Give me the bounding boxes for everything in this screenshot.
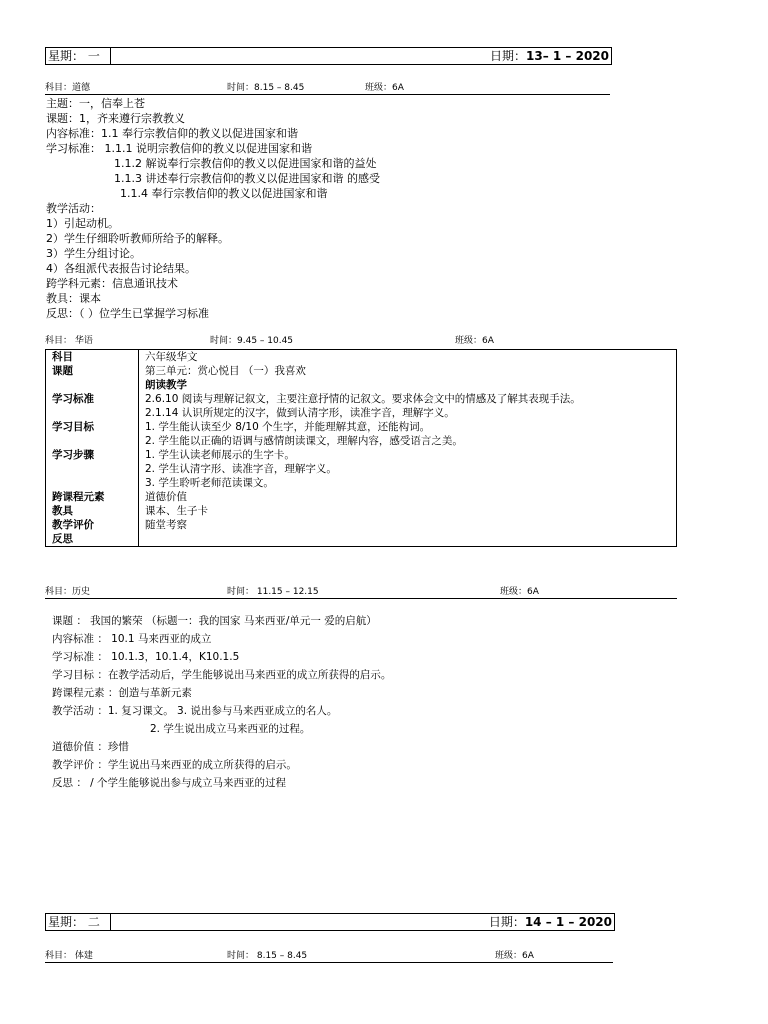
lesson-line: 3）学生分组讨论。 <box>46 247 141 260</box>
lesson-line: 课题：1，齐来遵行宗教教义 <box>46 112 185 125</box>
day-header-tuesday <box>45 913 615 931</box>
weekday-label: 星期： 二 <box>48 915 100 929</box>
lesson-line: 课题 ： 我国的繁荣 （标题一：我的国家 马来西亚/单元一 爱的启航） <box>52 615 377 627</box>
lesson-header-chinese <box>45 335 677 347</box>
lesson-line: 教具：课本 <box>46 292 101 305</box>
table-row: 反思 <box>46 532 677 547</box>
time-label: 时间： 11.15 – 12.15 <box>227 587 319 597</box>
lesson-line: 跨课程元素 ：创造与革新元素 <box>52 687 192 699</box>
table-row: 学习目标 1. 学生能认读至少 8/10 个生字，并能理解其意，还能构词。 2. 学生能以正确的语调与感情朗读课文，理解内容，感受语言之美。 <box>46 420 677 448</box>
lesson-line: 2. 学生说出成立马来西亚的过程。 <box>150 723 311 735</box>
lesson-line: 学习标准： 1.1.1 说明宗教信仰的教义以促进国家和谐 <box>46 142 312 155</box>
lesson-header-moral <box>45 82 610 95</box>
subject-label: 科目： 华语 <box>45 336 93 346</box>
lesson-header-history <box>45 586 677 599</box>
time-label: 时间： 8.15 – 8.45 <box>227 951 308 961</box>
date-value: 14 – 1 – 2020 <box>524 915 612 929</box>
day-header-monday <box>45 47 612 65</box>
lesson-line: 1.1.2 解说奉行宗教信仰的教义以促进国家和谐的益处 <box>114 157 377 170</box>
lesson-line: 反思：（ ）位学生已掌握学习标准 <box>46 307 209 320</box>
time-label: 时间：8.15 – 8.45 <box>227 83 305 93</box>
lesson-line: 学习标准 ： 10.1.3，10.1.4，K10.1.5 <box>52 651 240 663</box>
table-row: 科目 六年级华文 <box>46 350 677 365</box>
lesson-line: 教学活动 ：1. 复习课文。 3. 说出参与马来西亚成立的名人。 <box>52 705 338 717</box>
date-display: 日期：13– 1 – 2020 <box>490 49 609 63</box>
time-label: 时间：9.45 – 10.45 <box>210 336 294 346</box>
chinese-lesson-table <box>45 349 677 547</box>
date-value: 13– 1 – 2020 <box>526 49 609 63</box>
lesson-line: 反思 ： / 个学生能够说出参与成立马来西亚的过程 <box>52 777 287 789</box>
lesson-line: 道德价值 ：珍惜 <box>52 741 129 753</box>
weekday-label: 星期： 一 <box>48 49 100 63</box>
table-row: 学习步骤 1. 学生认读老师展示的生字卡。 2. 学生认清字形、读准字音，理解字义。 3. 学生聆听老师范读课文。 <box>46 448 677 490</box>
table-row: 课题 第三单元：赏心悦目 （一）我喜欢 <box>46 364 677 378</box>
lesson-line: 内容标准：1.1 奉行宗教信仰的教义以促进国家和谐 <box>46 127 298 140</box>
class-label: 班级：6A <box>500 587 539 597</box>
date-display: 日期：14 – 1 – 2020 <box>488 915 612 929</box>
table-row: 教具 课本、生子卡 <box>46 504 677 518</box>
table-row: 学习标准 2.6.10 阅读与理解记叙文，主要注意抒情的记叙文。要求体会文中的情感及了解其表现手法。 2.1.14 认识所规定的汉字，做到认清字形，读准字音，理解字义。 <box>46 392 677 420</box>
lesson-line: 教学评价 ：学生说出马来西亚的成立所获得的启示。 <box>52 759 297 771</box>
subject-label: 科目： 体建 <box>45 951 93 961</box>
lesson-line: 学习目标 ：在教学活动后，学生能够说出马来西亚的成立所获得的启示。 <box>52 669 392 681</box>
lesson-line: 4）各组派代表报告讨论结果。 <box>46 262 196 275</box>
class-label: 班级：6A <box>495 951 534 961</box>
class-label: 班级：6A <box>455 336 494 346</box>
lesson-line: 2）学生仔细聆听教师所给予的解释。 <box>46 232 229 245</box>
lesson-line: 1.1.3 讲述奉行宗教信仰的教义以促进国家和谐 的感受 <box>114 172 380 185</box>
table-row: 跨课程元素 道德价值 <box>46 490 677 504</box>
lesson-header-pe <box>45 950 613 963</box>
subject-label: 科目：道德 <box>45 83 91 93</box>
lesson-line: 1.1.4 奉行宗教信仰的教义以促进国家和谐 <box>120 187 328 200</box>
lesson-line: 跨学科元素：信息通讯技术 <box>46 277 178 290</box>
subject-label: 科目：历史 <box>45 587 91 597</box>
table-row: 朗读教学 <box>46 378 677 392</box>
lesson-line: 教学活动： <box>46 202 101 215</box>
class-label: 班级：6A <box>365 83 404 93</box>
lesson-line: 内容标准 ： 10.1 马来西亚的成立 <box>52 633 212 645</box>
lesson-line: 主题：一，信奉上苍 <box>46 97 145 110</box>
lesson-line: 1）引起动机。 <box>46 217 119 230</box>
table-row: 教学评价 随堂考察 <box>46 518 677 532</box>
